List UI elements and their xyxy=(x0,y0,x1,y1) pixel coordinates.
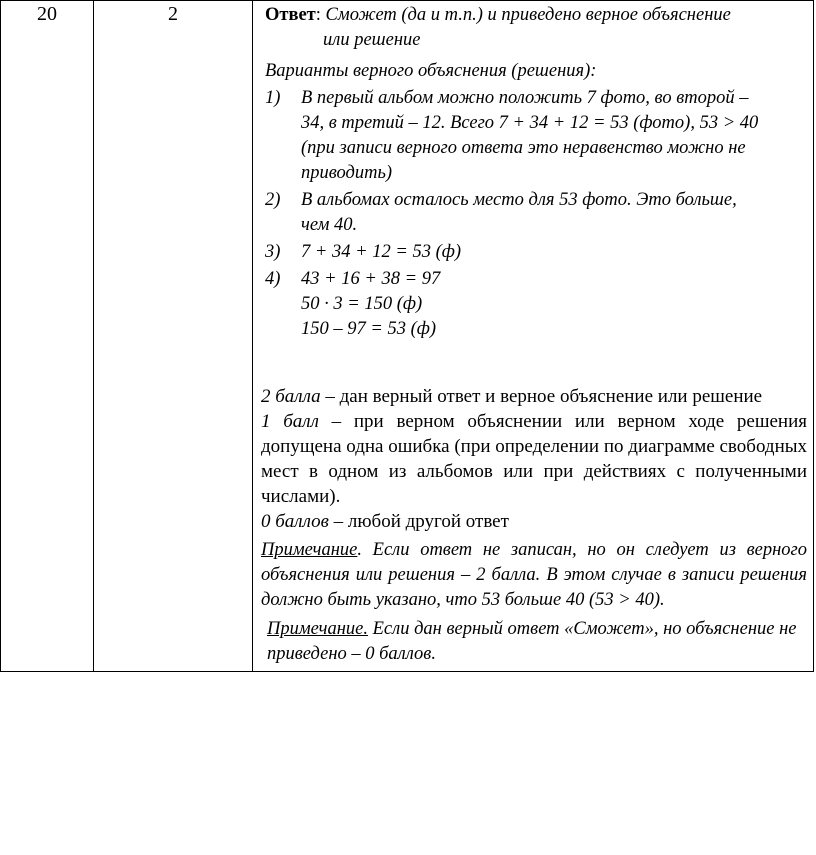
list-item xyxy=(265,267,807,342)
criterion-label: 1 балл xyxy=(261,411,319,432)
table-row xyxy=(1,1,814,672)
note-2 xyxy=(267,617,807,667)
answer-text: Сможет (да и т.п.) и приведено верное объяснение xyxy=(320,5,731,25)
variant-line: В альбомах осталось место для 53 фото. Это больше, xyxy=(301,190,737,210)
variant-line: 150 – 97 = 53 (ф) xyxy=(301,319,437,339)
answer-block xyxy=(265,3,807,53)
variant-line: 7 + 34 + 12 = 53 (ф) xyxy=(301,242,462,262)
scoring-criteria xyxy=(261,384,807,534)
task-number-cell xyxy=(1,1,94,672)
criterion-text: – дан верный ответ и верное объяснение или решение xyxy=(320,386,763,407)
list-item xyxy=(265,188,807,238)
criteria-cell xyxy=(253,1,814,672)
max-points-cell xyxy=(94,1,253,672)
variant-line: приводить) xyxy=(301,163,393,183)
task-number: 20 xyxy=(37,3,57,25)
criterion-label: 2 балла xyxy=(261,386,321,407)
list-item xyxy=(265,240,807,265)
list-marker: 3) xyxy=(265,242,281,262)
criterion-2-points xyxy=(261,384,807,409)
criterion-0-points xyxy=(261,509,807,534)
answer-label: Ответ xyxy=(265,5,316,25)
criterion-1-point xyxy=(261,409,807,509)
list-marker: 1) xyxy=(265,88,281,108)
note-label: Примечание. xyxy=(267,619,368,639)
variant-line: (при записи верного ответа это неравенство можно не xyxy=(301,138,746,158)
criterion-label: 0 баллов xyxy=(261,511,329,532)
spacer xyxy=(261,342,807,384)
note-label: Примечание xyxy=(261,540,358,560)
criterion-text: – любой другой ответ xyxy=(328,511,509,532)
note-1 xyxy=(261,538,807,613)
variant-line: В первый альбом можно положить 7 фото, во второй – xyxy=(301,88,749,108)
max-points: 2 xyxy=(168,3,178,25)
answer-text-cont: или решение xyxy=(323,30,421,50)
variants-list xyxy=(265,86,807,342)
answer-colon: : xyxy=(315,5,321,25)
list-marker: 2) xyxy=(265,190,281,210)
note-text: . Если ответ не записан, но он следует из верного объяснения или решения – 2 балла. В этом случае в записи решения должно быть указано, что 53 больше 40 (53 > 40). xyxy=(261,540,807,610)
list-item xyxy=(265,86,807,186)
variants-heading: Варианты верного объяснения (решения): xyxy=(265,61,597,81)
criterion-text: – при верном объяснении или верном ходе решения допущена одна ошибка (при определении по диаграмме свободных мест в одном из альбомов или при действиях с полученными числами). xyxy=(261,411,807,507)
list-marker: 4) xyxy=(265,269,281,289)
variant-line: 43 + 16 + 38 = 97 xyxy=(301,269,441,289)
variant-line: 50 · 3 = 150 (ф) xyxy=(301,294,423,314)
variant-line: 34, в третий – 12. Всего 7 + 34 + 12 = 53 (фото), 53 > 40 xyxy=(301,113,759,133)
note-text: Если дан верный ответ «Сможет», но объяснение не приведено – 0 баллов. xyxy=(267,619,797,664)
variants-block xyxy=(265,59,807,342)
variant-line: чем 40. xyxy=(301,215,358,235)
